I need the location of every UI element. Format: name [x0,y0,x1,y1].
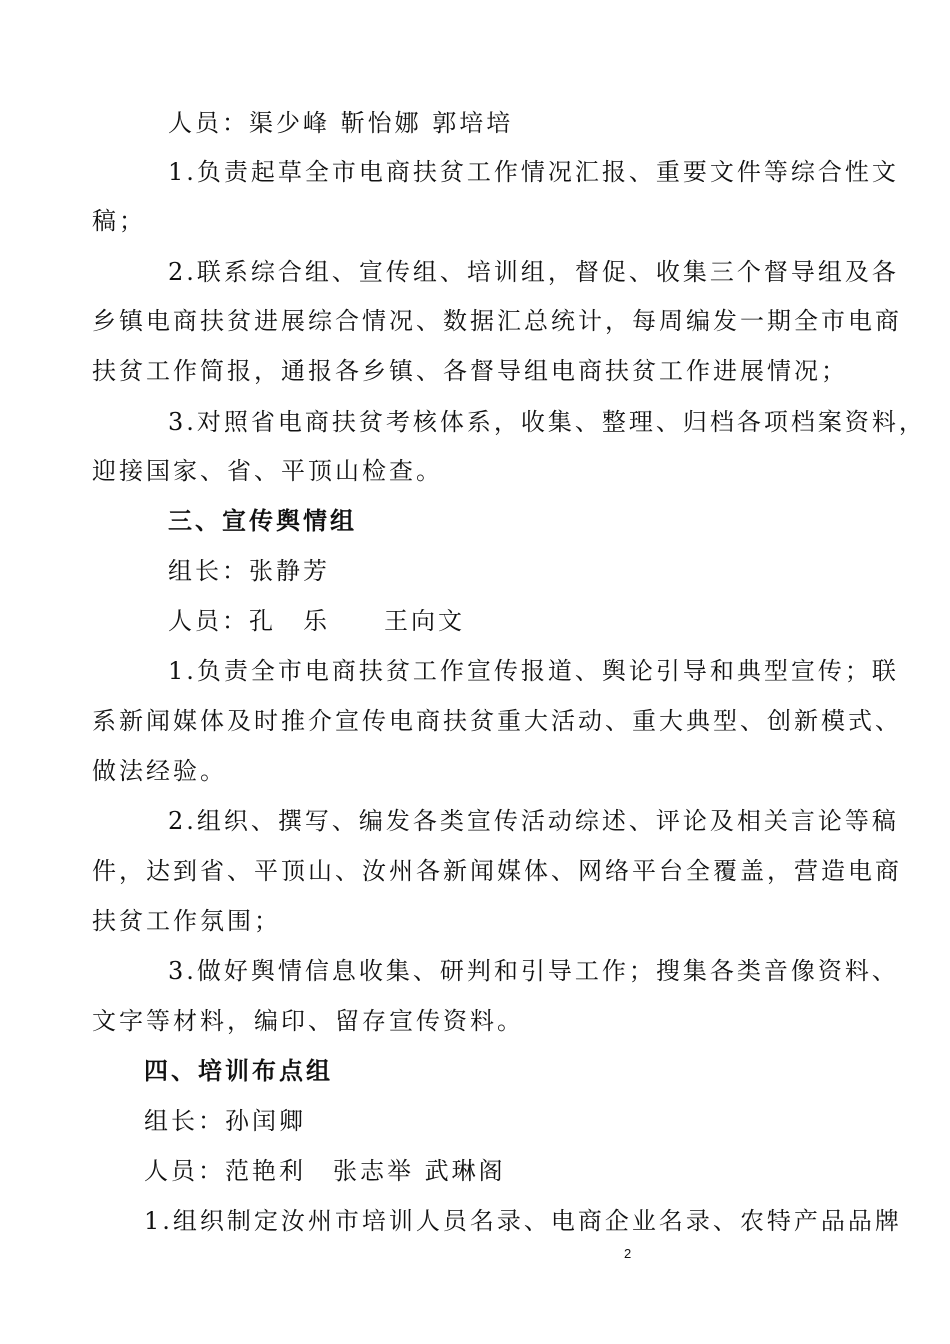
paragraph-line: 稿； [92,207,146,235]
page-number: 2 [624,1246,632,1261]
paragraph-line: 1.负责起草全市电商扶贫工作情况汇报、重要文件等综合性文 [168,158,899,186]
paragraph-line: 迎接国家、省、平顶山检查。 [92,457,443,485]
paragraph-line: 1.负责全市电商扶贫工作宣传报道、舆论引导和典型宣传；联 [168,657,899,685]
paragraph-line: 扶贫工作简报，通报各乡镇、各督导组电商扶贫工作进展情况； [92,357,848,385]
members-line: 人员：渠少峰 靳怡娜 郭培培 [168,109,514,137]
leader-line: 组长：孙闰卿 [144,1107,306,1135]
section-heading: 三、宣传舆情组 [168,507,357,535]
members-line: 人员：范艳利 张志举 武琳阁 [144,1157,506,1185]
leader-line: 组长：张静芳 [168,557,330,585]
paragraph-line: 1.组织制定汝州市培训人员名录、电商企业名录、农特产品品牌 [144,1207,902,1235]
paragraph-line: 文字等材料，编印、留存宣传资料。 [92,1007,524,1035]
paragraph-line: 乡镇电商扶贫进展综合情况、数据汇总统计，每周编发一期全市电商 [92,307,902,335]
members-line: 人员：孔 乐 王向文 [168,607,465,635]
paragraph-line: 系新闻媒体及时推介宣传电商扶贫重大活动、重大典型、创新模式、 [92,707,902,735]
paragraph-line: 3.做好舆情信息收集、研判和引导工作；搜集各类音像资料、 [168,957,899,985]
paragraph-line: 2.联系综合组、宣传组、培训组，督促、收集三个督导组及各 [168,258,899,286]
paragraph-line: 做法经验。 [92,757,227,785]
paragraph-line: 扶贫工作氛围； [92,907,281,935]
paragraph-line: 2.组织、撰写、编发各类宣传活动综述、评论及相关言论等稿 [168,807,899,835]
paragraph-line: 3.对照省电商扶贫考核体系，收集、整理、归档各项档案资料， [168,408,926,436]
paragraph-line: 件，达到省、平顶山、汝州各新闻媒体、网络平台全覆盖，营造电商 [92,857,902,885]
section-heading: 四、培训布点组 [144,1057,333,1085]
